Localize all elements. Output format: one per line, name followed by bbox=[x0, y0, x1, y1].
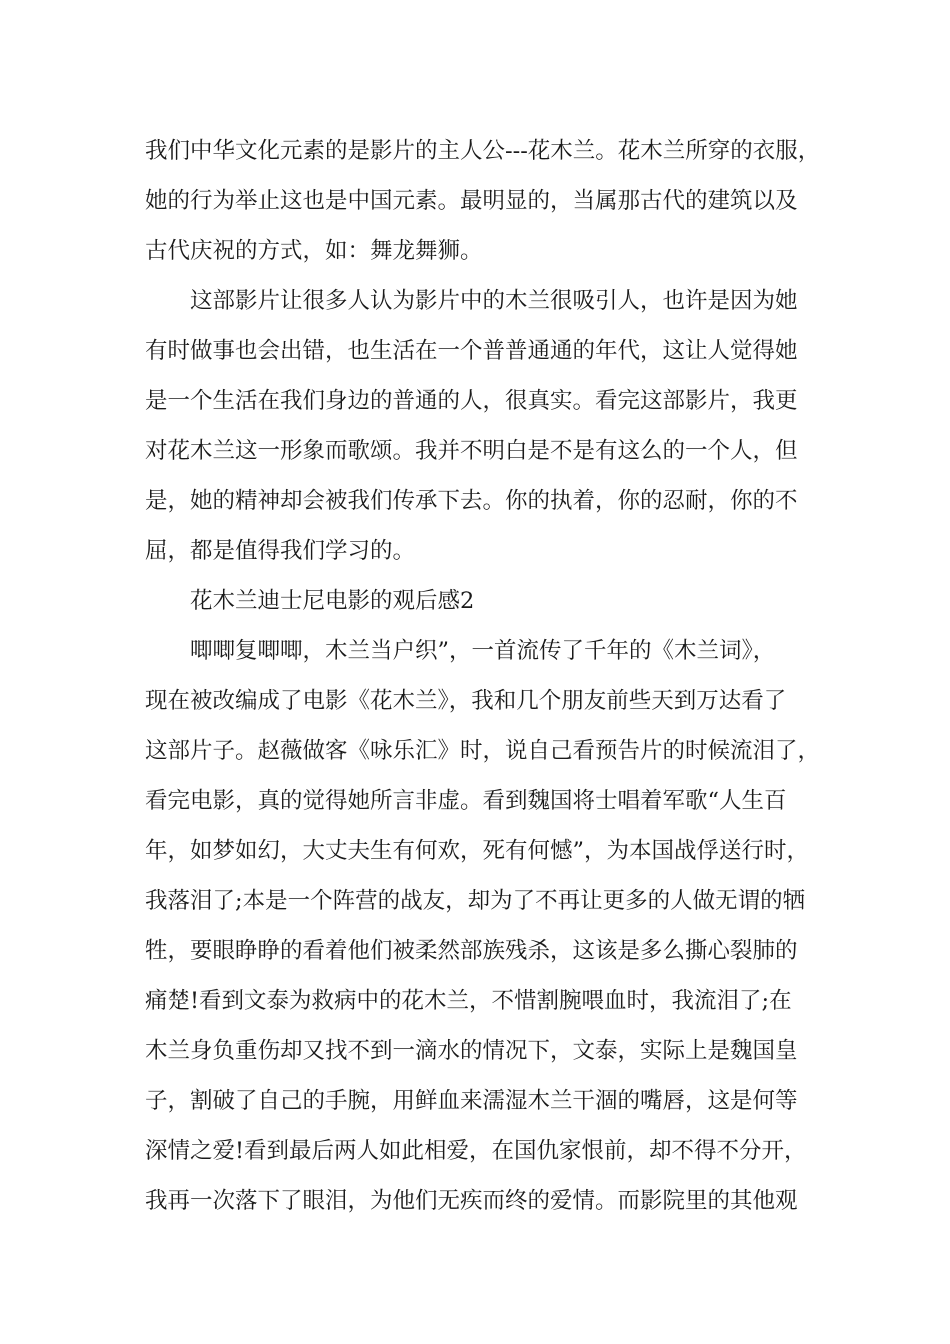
text-line: 木兰身负重伤却又找不到一滴水的情况下，文泰，实际上是魏国皇 bbox=[145, 1038, 798, 1064]
text-line: 对花木兰这一形象而歌颂。我并不明白是不是有这么的一个人，但 bbox=[145, 438, 798, 464]
text-line: 她的行为举止这也是中国元素。最明显的，当属那古代的建筑以及 bbox=[145, 188, 798, 214]
text-line: 我再一次落下了眼泪，为他们无疾而终的爱情。而影院里的其他观 bbox=[145, 1188, 798, 1214]
text-line: 年，如梦如幻，大丈夫生有何欢，死有何憾”，为本国战俘送行时， bbox=[145, 838, 810, 864]
text-line: 我们中华文化元素的是影片的主人公---花木兰。花木兰所穿的衣服， bbox=[145, 138, 821, 164]
text-line: 我落泪了;本是一个阵营的战友，却为了不再让更多的人做无谓的牺 bbox=[145, 888, 806, 914]
text-line: 是，她的精神却会被我们传承下去。你的执着，你的忍耐，你的不 bbox=[145, 488, 798, 514]
text-line: 现在被改编成了电影《花木兰》，我和几个朋友前些天到万达看了 bbox=[145, 688, 787, 714]
text-line: 子，割破了自己的手腕，用鲜血来濡湿木兰干涸的嘴唇，这是何等 bbox=[145, 1088, 798, 1114]
text-line: 有时做事也会出错，也生活在一个普普通通的年代，这让人觉得她 bbox=[145, 338, 798, 364]
text-line: 牲，要眼睁睁的看着他们被柔然部族残杀，这该是多么撕心裂肺的 bbox=[145, 938, 798, 964]
text-line: 屈，都是值得我们学习的。 bbox=[145, 538, 416, 564]
text-line: 痛楚!看到文泰为救病中的花木兰，不惜割腕喂血时，我流泪了;在 bbox=[145, 988, 792, 1014]
text-line: 深情之爱!看到最后两人如此相爱，在国仇家恨前，却不得不分开， bbox=[145, 1138, 807, 1164]
text-line: 看完电影，真的觉得她所言非虚。看到魏国将士唱着军歌“人生百 bbox=[145, 788, 787, 814]
section-heading: 花木兰迪士尼电影的观后感2 bbox=[190, 588, 475, 614]
text-line: 是一个生活在我们身边的普通的人，很真实。看完这部影片，我更 bbox=[145, 388, 798, 414]
paragraph-first-line: 唧唧复唧唧，木兰当户织”，一首流传了千年的《木兰词》， bbox=[190, 638, 776, 664]
paragraph-first-line: 这部影片让很多人认为影片中的木兰很吸引人，也许是因为她 bbox=[190, 288, 798, 314]
text-line: 这部片子。赵薇做客《咏乐汇》时，说自己看预告片的时候流泪了， bbox=[145, 738, 821, 764]
text-line: 古代庆祝的方式，如：舞龙舞狮。 bbox=[145, 238, 483, 264]
